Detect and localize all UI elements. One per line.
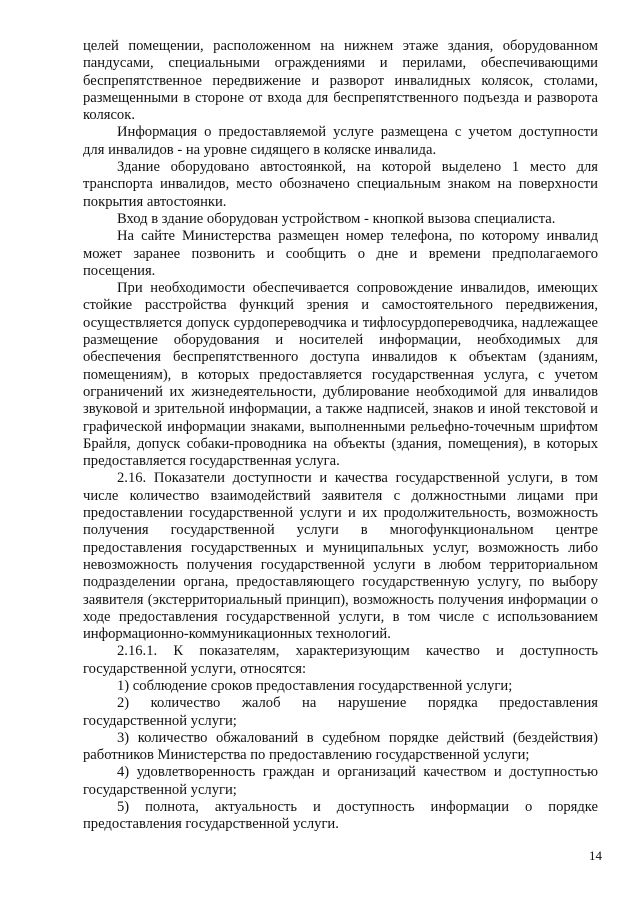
list-item-5: 5) полнота, актуальность и доступность информации о порядке предоставления государственной услуги. xyxy=(83,799,598,833)
paragraph-section-2-16: 2.16. Показатели доступности и качества государственной услуги, в том числе количество взаимодействий заявителя с должностными лицами при предоставлении государственной услуги и их продолжительность, возможность получения государственной услуги в многофункциональном центре предоставления государственных и муниципальных услуг, возможность либо невозможность получения государственной услуги в любом территориальном подразделении органа, предоставляющего государственную услугу, по выбору заявителя (экстерриториальный принцип), возможность получения информации о ходе предоставления государственной услуги, в том числе с использованием информационно-коммуникационных технологий. xyxy=(83,470,598,643)
paragraph-continuation: целей помещении, расположенном на нижнем этаже здания, оборудованном пандусами, специальными ограждениями и перилами, обеспечивающими беспрепятственное передвижение и разворот инвалидных колясок, столами, размещенными в стороне от входа для беспрепятственного подъезда и разворота колясок. xyxy=(83,38,598,124)
paragraph-section-2-16-1: 2.16.1. К показателям, характеризующим качество и доступность государственной услуги, относятся: xyxy=(83,643,598,677)
document-body xyxy=(83,38,598,834)
page-number: 14 xyxy=(589,848,602,863)
paragraph-info-placement: Информация о предоставляемой услуге размещена с учетом доступности для инвалидов - на уровне сидящего в коляске инвалида. xyxy=(83,124,598,158)
list-item-3: 3) количество обжалований в судебном порядке действий (бездействия) работников Министерства по предоставлению государственной услуги; xyxy=(83,729,598,764)
paragraph-parking: Здание оборудовано автостоянкой, на которой выделено 1 место для транспорта инвалидов, место обозначено специальным знаком на поверхности покрытия автостоянки. xyxy=(83,159,598,210)
list-item-2: 2) количество жалоб на нарушение порядка предоставления государственной услуги; xyxy=(83,695,598,729)
list-item-1: 1) соблюдение сроков предоставления государственной услуги; xyxy=(117,677,513,694)
list-item-4: 4) удовлетворенность граждан и организаций качеством и доступностью государственной услуги; xyxy=(83,764,598,798)
paragraph-call-button: Вход в здание оборудован устройством - кнопкой вызова специалиста. xyxy=(117,210,556,227)
paragraph-website-phone: На сайте Министерства размещен номер телефона, по которому инвалид может заранее позвонить и сообщить о дне и времени предполагаемого посещения. xyxy=(83,228,598,279)
paragraph-accompaniment: При необходимости обеспечивается сопровождение инвалидов, имеющих стойкие расстройства функций зрения и самостоятельного передвижения, осуществляется допуск сурдопереводчика и тифлосурдопереводчика, надлежащее размещение оборудования и носителей информации, необходимых для обеспечения беспрепятственного доступа инвалидов к объектам (зданиям, помещениям), в которых предоставляется государственная услуга, с учетом ограничений их жизнедеятельности, дублирование необходимой для инвалидов звуковой и зрительной информации, а также надписей, знаков и иной текстовой и графической информации знаками, выполненными рельефно-точечным шрифтом Брайля, допуск собаки-проводника на объекты (здания, помещения), в которых предоставляется государственная услуга. xyxy=(83,280,598,470)
